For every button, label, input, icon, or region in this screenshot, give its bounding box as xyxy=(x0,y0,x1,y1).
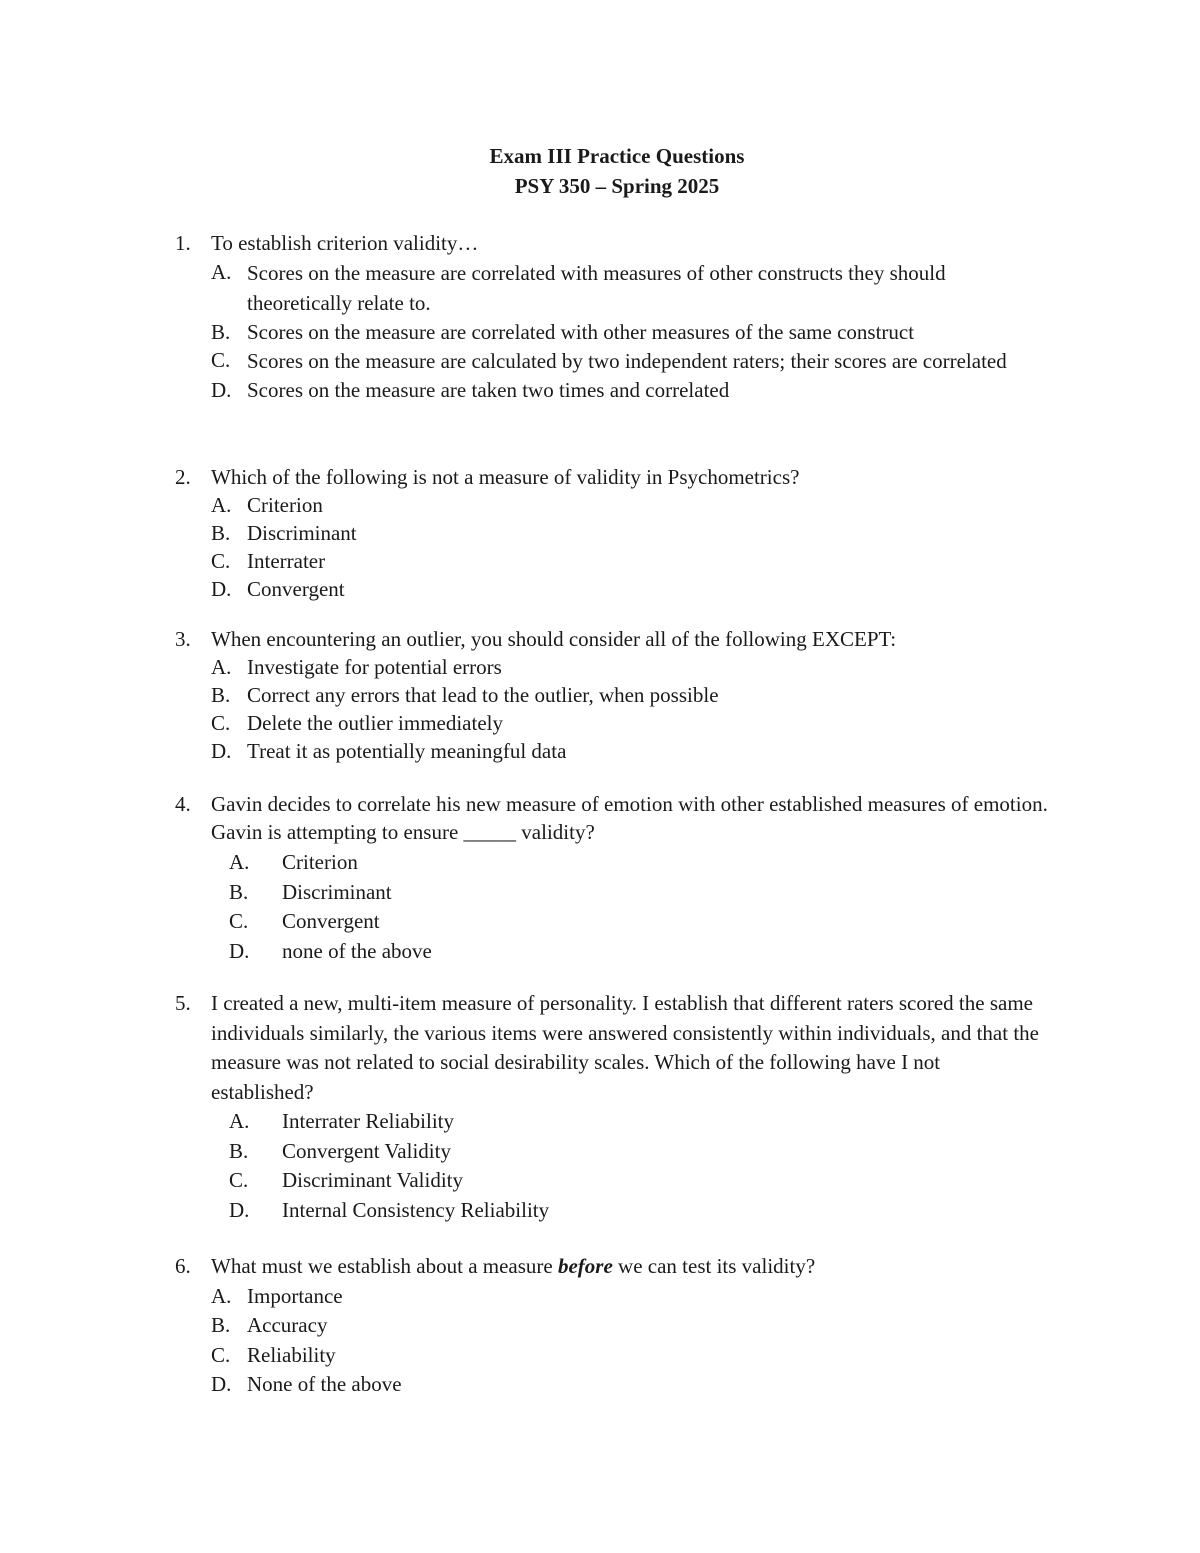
option-letter: A. xyxy=(229,850,250,874)
option-text: Scores on the measure are taken two times and correlated xyxy=(247,378,730,402)
option-list xyxy=(175,1282,1055,1400)
option-c xyxy=(175,709,1055,737)
question-3 xyxy=(175,625,1055,765)
option-c xyxy=(175,907,1055,937)
option-letter: A. xyxy=(211,260,232,284)
option-letter: A. xyxy=(211,493,232,517)
option-text: none of the above xyxy=(282,938,432,963)
option-c xyxy=(175,1166,1055,1196)
question-text-emphasis: before xyxy=(557,1254,613,1278)
option-text: Criterion xyxy=(282,850,358,874)
option-text: Interrater xyxy=(247,549,326,573)
option-letter: D. xyxy=(211,577,232,601)
option-letter: B. xyxy=(229,1138,249,1163)
option-text: Scores on the measure are calculated by two independent raters; their scores are correlated xyxy=(247,349,1007,373)
option-letter: B. xyxy=(211,320,231,344)
option-d xyxy=(175,575,1055,603)
option-text: Discriminant xyxy=(282,879,392,904)
option-text: Accuracy xyxy=(247,1313,328,1337)
option-list xyxy=(175,258,1055,404)
option-list xyxy=(175,848,1055,966)
option-text: Delete the outlier immediately xyxy=(247,711,503,735)
option-c xyxy=(175,1341,1055,1371)
option-letter: C. xyxy=(229,909,249,933)
option-list xyxy=(175,491,1055,603)
option-letter: A. xyxy=(211,655,232,679)
question-text: I created a new, multi-item measure of personality. I establish that different raters scored the same individuals similarly, the various items were answered consistently within individuals, and that the measure was not related to social desirability scales. Which of the following have I not established? xyxy=(211,991,1039,1104)
option-d xyxy=(175,937,1055,967)
course-subtitle: PSY 350 – Spring 2025 xyxy=(514,174,720,198)
option-c xyxy=(175,547,1055,575)
option-text: Scores on the measure are correlated with other measures of the same construct xyxy=(247,320,915,344)
option-a xyxy=(175,258,1055,318)
question-1 xyxy=(175,229,1055,404)
option-letter: D. xyxy=(211,378,232,402)
option-letter: A. xyxy=(229,1109,250,1133)
option-letter: A. xyxy=(211,1283,232,1308)
option-text: Convergent Validity xyxy=(282,1138,451,1163)
question-text xyxy=(211,1252,1055,1282)
question-text-end: we can test its validity? xyxy=(612,1254,816,1278)
option-letter: C. xyxy=(211,549,231,573)
question-number: 3. xyxy=(175,627,191,651)
option-letter: C. xyxy=(211,348,231,372)
option-text: Investigate for potential errors xyxy=(247,655,502,679)
document-title: Exam III Practice Questions xyxy=(489,144,745,168)
question-number: 1. xyxy=(175,231,191,255)
question-2 xyxy=(175,463,1055,603)
option-a xyxy=(175,653,1055,681)
option-text: Discriminant Validity xyxy=(282,1168,464,1192)
option-text: Scores on the measure are correlated with measures of other constructs they should theoretically relate to. xyxy=(247,261,946,315)
option-b xyxy=(175,878,1055,908)
option-b xyxy=(175,318,1055,346)
option-a xyxy=(175,491,1055,519)
option-letter: B. xyxy=(211,683,231,707)
question-number: 5. xyxy=(175,991,191,1015)
question-5 xyxy=(175,989,1055,1225)
question-number: 6. xyxy=(175,1254,191,1278)
option-letter: B. xyxy=(229,879,249,904)
option-text: Convergent xyxy=(282,909,380,933)
option-b xyxy=(175,1137,1055,1167)
option-letter: D. xyxy=(229,938,250,963)
option-d xyxy=(175,376,1055,404)
option-letter: D. xyxy=(211,739,232,763)
question-4 xyxy=(175,790,1055,966)
option-text: Importance xyxy=(247,1283,343,1308)
option-b xyxy=(175,681,1055,709)
option-text: Internal Consistency Reliability xyxy=(282,1197,550,1222)
option-d xyxy=(175,1196,1055,1226)
question-text: Gavin decides to correlate his new measure of emotion with other established measures of emotion. Gavin is attempting to ensure _____ validity? xyxy=(211,792,1048,844)
option-a xyxy=(175,848,1055,878)
option-list xyxy=(175,653,1055,765)
option-b xyxy=(175,1311,1055,1341)
option-c xyxy=(175,346,1055,376)
option-b xyxy=(175,519,1055,547)
question-6 xyxy=(175,1252,1055,1400)
option-a xyxy=(175,1282,1055,1312)
option-d xyxy=(175,737,1055,765)
question-text: When encountering an outlier, you should consider all of the following EXCEPT: xyxy=(211,627,897,651)
question-number: 4. xyxy=(175,792,191,816)
option-text: None of the above xyxy=(247,1372,402,1396)
option-text: Discriminant xyxy=(247,521,357,545)
option-text: Treat it as potentially meaningful data xyxy=(247,739,567,763)
question-text: To establish criterion validity… xyxy=(211,231,479,255)
question-text: Which of the following is not a measure of validity in Psychometrics? xyxy=(211,465,800,489)
question-number: 2. xyxy=(175,465,191,489)
option-letter: D. xyxy=(211,1372,232,1396)
option-letter: D. xyxy=(229,1197,250,1222)
option-list xyxy=(175,1107,1055,1225)
option-letter: C. xyxy=(229,1168,249,1192)
option-text: Correct any errors that lead to the outlier, when possible xyxy=(247,683,719,707)
option-text: Interrater Reliability xyxy=(282,1109,455,1133)
option-d xyxy=(175,1370,1055,1400)
option-a xyxy=(175,1107,1055,1137)
option-letter: B. xyxy=(211,521,231,545)
option-letter: B. xyxy=(211,1313,231,1337)
option-text: Criterion xyxy=(247,493,323,517)
option-letter: C. xyxy=(211,711,231,735)
document-header xyxy=(0,141,1200,201)
option-letter: C. xyxy=(211,1342,231,1367)
option-text: Reliability xyxy=(247,1342,336,1367)
question-text-start: What must we establish about a measure xyxy=(211,1254,558,1278)
option-text: Convergent xyxy=(247,577,345,601)
